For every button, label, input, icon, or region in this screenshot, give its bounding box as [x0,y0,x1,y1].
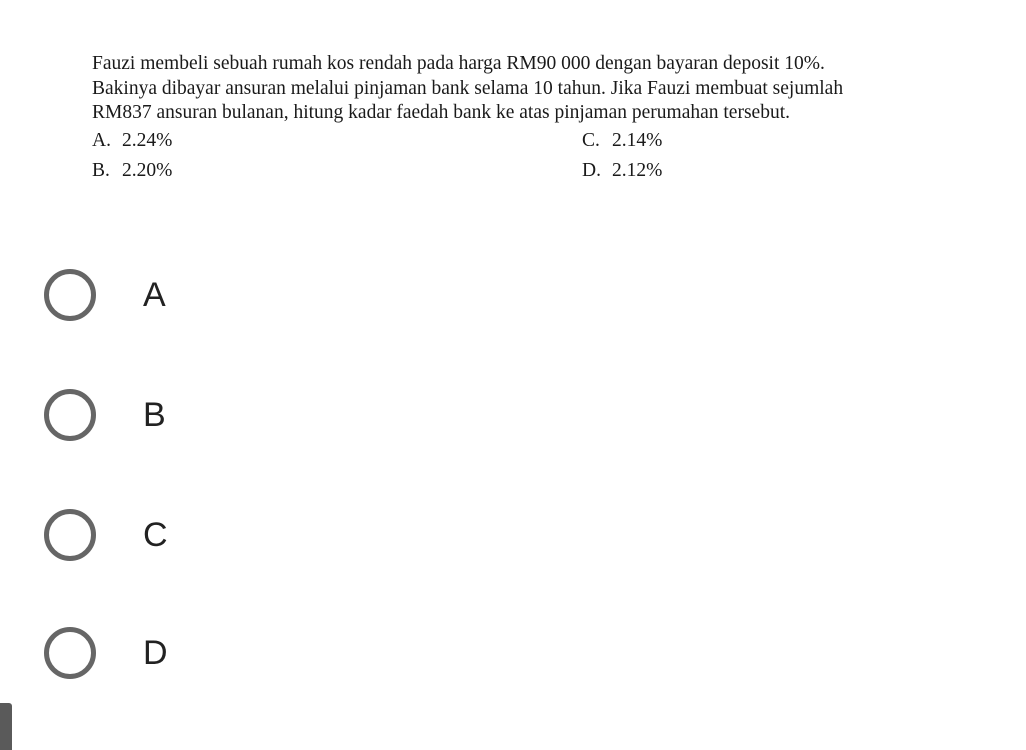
answer-choice-value: 2.14% [612,129,663,151]
radio-button-a[interactable] [44,269,96,321]
radio-button-c[interactable] [44,509,96,561]
radio-button-b[interactable] [44,389,96,441]
radio-label-d[interactable]: D [143,633,168,672]
radio-label-b[interactable]: B [143,395,166,434]
question-block [92,52,972,186]
radio-option-d[interactable] [44,622,444,684]
radio-option-b[interactable] [44,384,444,446]
answer-choice-letter: B. [92,159,110,181]
answer-choice-d [582,156,882,186]
answer-choice-c [582,126,882,156]
radio-option-c[interactable] [44,504,444,566]
answer-choice-letter: A. [92,129,111,151]
answer-choice-value: 2.20% [122,159,173,181]
radio-option-a[interactable] [44,264,444,326]
radio-label-a[interactable]: A [143,275,166,314]
answer-choice-b [92,156,582,186]
answer-choice-a [92,126,582,156]
answer-choice-letter: C. [582,129,600,151]
edge-scroll-handle[interactable] [0,703,12,750]
radio-label-c[interactable]: C [143,515,168,554]
radio-button-d[interactable] [44,627,96,679]
answer-choice-letter: D. [582,159,601,181]
answer-choices [92,126,972,186]
answer-choice-value: 2.24% [122,129,173,151]
question-text: Fauzi membeli sebuah rumah kos rendah pada harga RM90 000 dengan bayaran deposit 10%. Bakinya dibayar ansuran melalui pinjaman bank selama 10 tahun. Jika Fauzi membuat sejumlah RM837 ansuran bulanan, hitung kadar faedah bank ke atas pinjaman perumahan tersebut. [92,53,844,123]
answer-choice-value: 2.12% [612,159,663,181]
